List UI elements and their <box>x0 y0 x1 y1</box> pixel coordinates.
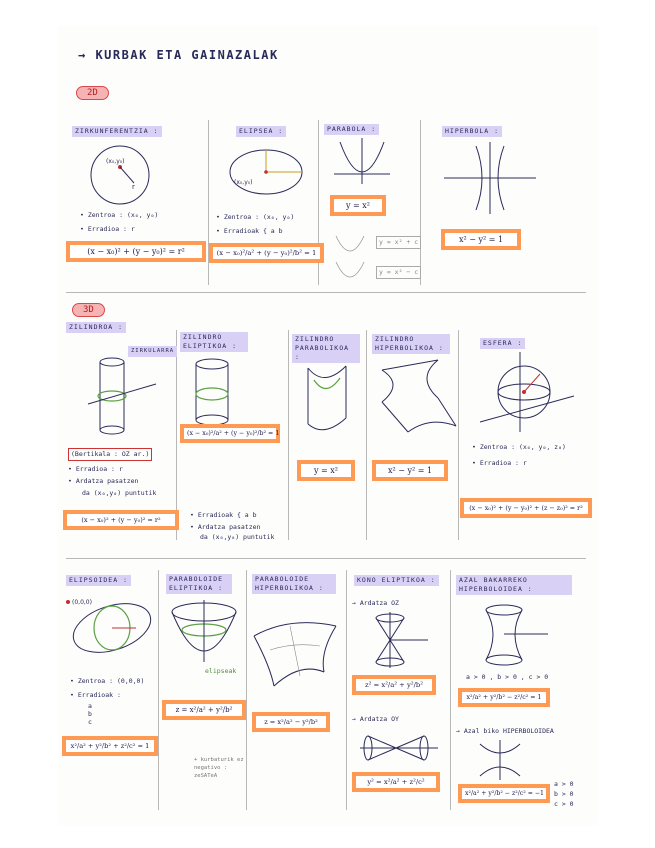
circle-diagram <box>88 143 152 207</box>
cone-oz-equation: z² = x²/a² + y²/b² <box>356 679 432 691</box>
elliptic-paraboloid-equation: z = x²/a² + y²/b² <box>166 704 242 716</box>
ellipsoid-note-radii: • Erradioak : <box>70 691 121 699</box>
parabola-variant-plus: y = x² + c <box>376 236 421 249</box>
cone-axis-oz: → Ardatza OZ <box>352 599 399 607</box>
hyperbolic-cylinder-equation: x² − y² = 1 <box>376 464 444 477</box>
parabolic-cylinder-equation: y = x² <box>301 464 351 477</box>
divider <box>158 570 159 810</box>
cylinder-equation-box <box>63 510 179 530</box>
elliptic-cylinder-note-radii: • Erradioak { a b <box>190 511 257 519</box>
parabolic-cylinder-diagram <box>294 358 364 430</box>
ellipsoid-diagram <box>64 592 156 662</box>
divider <box>450 570 451 810</box>
hyperbolic-cylinder-label: ZILINDRO HIPERBOLIKOA : <box>372 334 450 354</box>
sphere-label: ESFERA : <box>480 338 525 349</box>
hyperboloid-two-sheet-equation: x²/a² + y²/b² − z²/c² = −1 <box>462 788 546 799</box>
circle-equation: (x − x₀)² + (y − y₀)² = r² <box>70 245 202 258</box>
elliptic-cylinder-equation-box <box>180 424 280 443</box>
cone-oz-equation-box <box>352 675 436 695</box>
ellipse-note-radii: • Erradioak { a b <box>216 227 283 235</box>
cylinder-equation: (x − x₀)² + (y − y₀)² = r² <box>67 514 175 526</box>
sphere-equation-box <box>460 498 592 518</box>
hyperboloid-two-sheet-cond-c: c > 0 <box>554 800 574 808</box>
cone-oy-equation: y² = x²/a² + z²/c² <box>356 776 436 788</box>
sphere-equation: (x − x₀)² + (y − y₀)² + (z − z₀)² = r² <box>464 502 588 514</box>
hyperbolic-cylinder-equation-box <box>372 460 448 481</box>
sphere-note-center: • Zentroa : (x₀, y₀, z₀) <box>472 443 566 451</box>
elliptic-paraboloid-tag: elipseak <box>205 667 237 675</box>
hyperbolic-paraboloid-equation-box <box>252 712 330 732</box>
cylinder-note-axis: • Ardatza pasatzen <box>68 477 139 485</box>
cone-label: KONO ELIPTIKOA : <box>354 575 439 586</box>
elliptic-cylinder-note-axis: • Ardatza pasatzen <box>190 523 261 531</box>
hyperbolic-paraboloid-equation: z = x²/a² − y²/b² <box>256 716 326 728</box>
ellipsoid-label: ELIPSOIDEA : <box>66 575 131 586</box>
divider <box>66 558 586 559</box>
section-tag-3d: 3D <box>72 303 105 317</box>
cone-oz-diagram <box>362 612 430 668</box>
circle-label: ZIRKUNFERENTZIA : <box>72 126 162 137</box>
cylinder-sublabel: ZIRKULARRA <box>128 346 177 357</box>
ellipsoid-radius-b: b <box>88 710 92 718</box>
hyperbola-equation: x² − y² = 1 <box>445 233 517 246</box>
ellipse-center-label: (x₀,y₀) <box>234 179 253 186</box>
hyperboloid-one-sheet-equation-box <box>458 688 550 707</box>
ellipsoid-origin-label: (0,0,0) <box>72 599 92 606</box>
hyperboloid-two-sheet-label: → Azal biko HIPERBOLOIDEA <box>456 727 554 735</box>
elliptic-cylinder-equation: (x − x₀)²/a² + (y − y₀)²/b² = 1 <box>184 428 276 439</box>
divider <box>288 330 289 540</box>
cone-oy-diagram <box>360 728 440 768</box>
hyperboloid-two-sheet-diagram <box>470 740 530 780</box>
ellipsoid-note-center: • Zentroa : (0,0,0) <box>70 677 145 685</box>
cylinder-diagram <box>88 354 158 440</box>
elliptic-paraboloid-note: + kurbaturik ez negativo : zeSATeA <box>194 757 244 779</box>
hyperboloid-one-sheet-diagram <box>470 604 550 668</box>
ellipsoid-radius-c: c <box>88 718 92 726</box>
cylinder-note-axis-point: da (x₀,y₀) puntutik <box>82 489 157 497</box>
elliptic-paraboloid-label: PARABOLOIDE ELIPTIKOA : <box>166 574 232 594</box>
parabolic-cylinder-label: ZILINDRO PARABOLIKOA : <box>292 334 360 363</box>
circle-note-center: • Zentroa : (x₀, y₀) <box>80 211 159 219</box>
parabola-variant-minus: y = x² − c <box>376 266 421 279</box>
hyperboloid-one-sheet-equation: x²/a² + y²/b² − z²/c² = 1 <box>462 692 546 703</box>
ellipse-label: ELIPSEA : <box>236 126 286 137</box>
cylinder-label: ZILINDROA : <box>66 322 126 333</box>
parabolic-cylinder-equation-box <box>297 460 355 481</box>
divider <box>420 120 421 285</box>
ellipsoid-radius-a: a <box>88 702 92 710</box>
divider <box>246 570 247 810</box>
parabola-equation: y = x² <box>334 199 382 212</box>
hyperbola-equation-box <box>441 229 521 250</box>
hyperboloid-one-sheet-conditions: a > 0 , b > 0 , c > 0 <box>466 673 549 681</box>
sphere-note-radius: • Erradioa : r <box>472 459 527 467</box>
cone-axis-oy: → Ardatza OY <box>352 715 399 723</box>
circle-note-radius: • Erradioa : r <box>80 225 135 233</box>
elliptic-cylinder-label: ZILINDRO ELIPTIKOA : <box>180 332 248 352</box>
cylinder-note-radius: • Erradioa : r <box>68 465 123 473</box>
elliptic-paraboloid-equation-box <box>162 700 246 720</box>
elliptic-cylinder-diagram <box>184 356 254 432</box>
elliptic-cylinder-note-axis-point: da (x₀,y₀) puntutik <box>200 533 275 541</box>
ellipse-equation-box <box>209 243 324 263</box>
section-tag-2d: 2D <box>76 86 109 100</box>
ellipsoid-equation: x²/a² + y²/b² + z²/c² = 1 <box>66 740 154 752</box>
hyperbola-label: HIPERBOLA : <box>442 126 502 137</box>
circle-radius-label: r <box>132 183 135 191</box>
sphere-diagram <box>470 352 580 436</box>
hyperboloid-one-sheet-label: AZAL BAKARREKO HIPERBOLOIDEA : <box>456 575 572 595</box>
page-title: → KURBAK ETA GAINAZALAK <box>78 48 279 62</box>
hyperboloid-two-sheet-cond-a: a > 0 <box>554 780 574 788</box>
divider <box>176 330 177 540</box>
divider <box>366 330 367 540</box>
hyperboloid-two-sheet-equation-box <box>458 784 550 803</box>
hyperbolic-paraboloid-label: PARABOLOIDE HIPERBOLIKOA : <box>252 574 336 594</box>
circle-equation-box <box>66 241 206 262</box>
cylinder-axis-note: (Bertikala : OZ ar.) <box>68 448 152 461</box>
circle-center-label: (x₀,y₀) <box>106 158 125 165</box>
ellipse-note-center: • Zentroa : (x₀, y₀) <box>216 213 295 221</box>
parabola-label: PARABOLA : <box>324 124 379 135</box>
divider <box>346 570 347 810</box>
hyperbolic-paraboloid-diagram <box>250 606 342 690</box>
hyperbolic-cylinder-diagram <box>368 356 460 436</box>
parabola-diagram <box>332 138 392 186</box>
divider <box>66 292 586 293</box>
hyperboloid-two-sheet-cond-b: b > 0 <box>554 790 574 798</box>
ellipse-diagram <box>226 146 306 202</box>
hyperbola-diagram <box>440 140 540 216</box>
parabola-equation-box <box>330 195 386 216</box>
ellipsoid-equation-box <box>62 736 158 756</box>
cone-oy-equation-box <box>352 772 440 792</box>
ellipse-equation: (x − x₀)²/a² + (y − y₀)²/b² = 1 <box>213 247 320 259</box>
